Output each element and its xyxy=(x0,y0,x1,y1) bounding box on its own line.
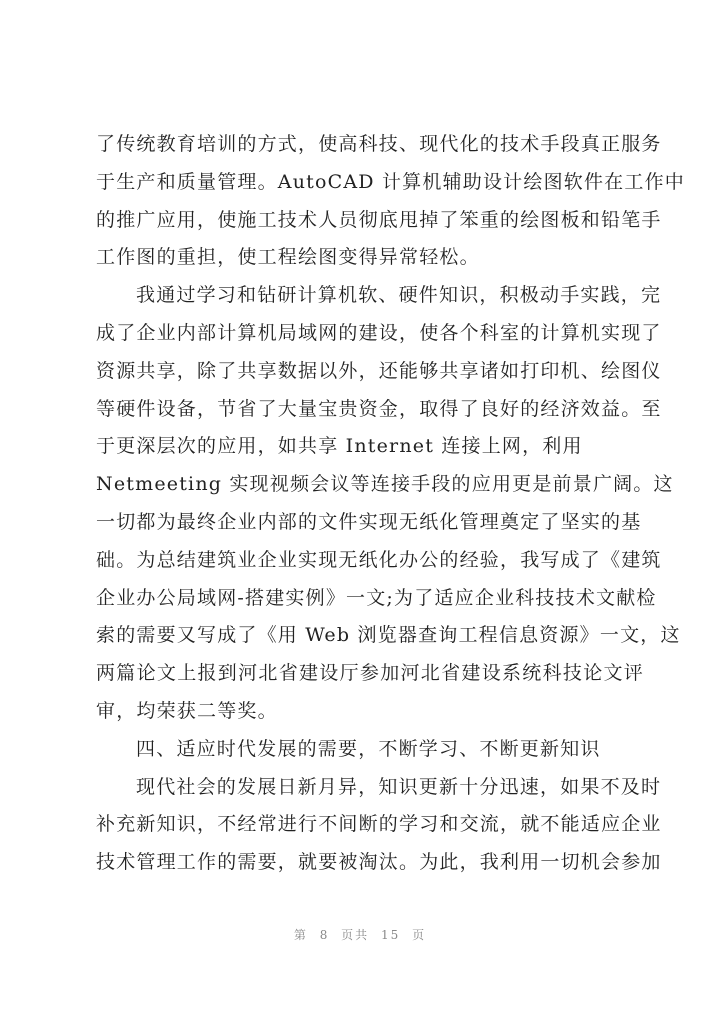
text-line: 等硬件设备，节省了大量宝贵资金，取得了良好的经济效益。至 xyxy=(96,397,662,420)
paragraph xyxy=(96,731,644,769)
text-line: 四、适应时代发展的需要，不断学习、不断更新知识 xyxy=(136,737,601,760)
text-line: 于更深层次的应用，如共享 Internet 连接上网，利用 xyxy=(96,435,583,458)
paragraph xyxy=(96,126,685,277)
paragraph xyxy=(96,277,681,731)
text-line: 资源共享，除了共享数据以外，还能够共享诸如打印机、绘图仪 xyxy=(96,359,662,382)
page-footer: 第 8 页共 15 页 xyxy=(293,928,427,942)
text-line: 我通过学习和钻研计算机软、硬件知识，积极动手实践，完 xyxy=(136,284,662,307)
text-line: 础。为总结建筑业企业实现无纸化办公的经验，我写成了《建筑 xyxy=(96,548,662,571)
text-line: 现代社会的发展日新月异，知识更新十分迅速，如果不及时 xyxy=(136,775,662,798)
text-line: 了传统教育培训的方式，使高科技、现代化的技术手段真正服务 xyxy=(96,133,662,155)
text-line: Netmeeting 实现视频会议等连接手段的应用更是前景广阔。这 xyxy=(96,473,674,496)
text-line: 成了企业内部计算机局域网的建设，使各个科室的计算机实现了 xyxy=(96,321,662,344)
text-line: 技术管理工作的需要，就要被淘汰。为此，我利用一切机会参加 xyxy=(96,851,662,874)
text-line: 一切都为最终企业内部的文件实现无纸化管理奠定了坚实的基 xyxy=(96,510,642,533)
text-line: 于生产和质量管理。AutoCAD 计算机辅助设计绘图软件在工作中 xyxy=(96,170,685,193)
text-line: 索的需要又写成了《用 Web 浏览器查询工程信息资源》一文，这 xyxy=(96,624,681,647)
text-line: 补充新知识，不经常进行不间断的学习和交流，就不能适应企业 xyxy=(96,813,662,836)
text-line: 的推广应用，使施工技术人员彻底甩掉了笨重的绘图板和铅笔手 xyxy=(96,208,662,231)
text-line: 企业办公局域网-搭建实例》一文;为了适应企业科技技术文献检 xyxy=(96,586,657,609)
document-body xyxy=(96,126,685,882)
text-line: 两篇论文上报到河北省建设厅参加河北省建设系统科技论文评 xyxy=(96,662,644,685)
paragraph xyxy=(96,769,662,882)
text-line: 审，均荣获二等奖。 xyxy=(96,699,278,722)
text-line: 工作图的重担，使工程绘图变得异常轻松。 xyxy=(96,246,480,269)
